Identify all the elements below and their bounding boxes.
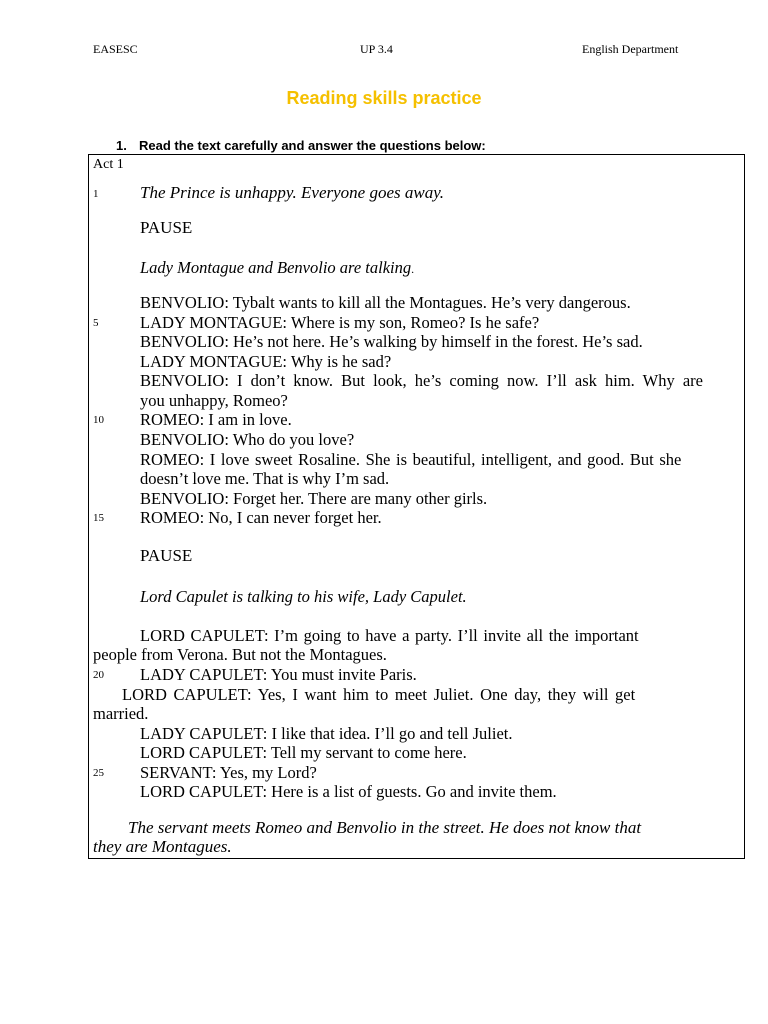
stage-direction: The Prince is unhappy. Everyone goes away. [140, 183, 445, 202]
line-number: 25 [93, 767, 104, 779]
header-unit: UP 3.4 [360, 42, 393, 56]
act-label: Act 1 [93, 157, 124, 172]
dialogue-line: LORD CAPULET: Here is a list of guests. Go and invite them. [140, 782, 557, 801]
header-school: EASESC [93, 42, 138, 56]
dialogue-text: BENVOLIO: I don’t know. But look, he’s coming now. I’ll ask him. Why are [140, 371, 703, 390]
dialogue-line: married. [93, 704, 149, 723]
dialogue-line: you unhappy, Romeo? [140, 391, 288, 410]
line-number: 1 [93, 188, 99, 200]
line-number: 20 [93, 669, 104, 681]
dialogue-text: LORD CAPULET: Yes, I want him to meet Juliet. One day, they will get [122, 685, 636, 704]
instruction-number: 1. [116, 138, 127, 153]
page-title: Reading skills practice [286, 88, 482, 108]
dialogue-line: LADY CAPULET: I like that idea. I’ll go and tell Juliet. [140, 724, 513, 743]
dialogue-line [140, 450, 681, 470]
dialogue-line: LADY MONTAGUE: Why is he sad? [140, 352, 392, 371]
stage-direction: Lord Capulet is talking to his wife, Lady Capulet. [140, 587, 467, 606]
pause-label: PAUSE [140, 218, 193, 237]
dialogue-line: BENVOLIO: Who do you love? [140, 430, 355, 449]
dialogue-line [122, 685, 635, 705]
dialogue-line: SERVANT: Yes, my Lord? [140, 763, 317, 782]
line-number: 10 [93, 414, 104, 426]
stage-direction-period: . [411, 262, 415, 276]
instruction-text: Read the text carefully and answer the questions below: [139, 138, 486, 153]
dialogue-text: ROMEO: I love sweet Rosaline. She is beautiful, intelligent, and good. But she [140, 450, 682, 469]
line-number: 5 [93, 317, 99, 329]
dialogue-line: doesn’t love me. That is why I’m sad. [140, 469, 390, 488]
dialogue-line: ROMEO: I am in love. [140, 410, 292, 429]
dialogue-line: BENVOLIO: Forget her. There are many other girls. [140, 489, 488, 508]
dialogue-line: people from Verona. But not the Montagues. [93, 645, 387, 664]
stage-direction [140, 258, 414, 280]
stage-direction-text: Lady Montague and Benvolio are talking [140, 258, 412, 277]
dialogue-line: ROMEO: No, I can never forget her. [140, 508, 382, 527]
stage-direction: The servant meets Romeo and Benvolio in the street. He does not know that [128, 818, 642, 837]
pause-label: PAUSE [140, 546, 193, 565]
dialogue-line: LORD CAPULET: Tell my servant to come here. [140, 743, 467, 762]
dialogue-line: BENVOLIO: He’s not here. He’s walking by himself in the forest. He’s sad. [140, 332, 643, 351]
stage-direction: they are Montagues. [93, 837, 232, 856]
dialogue-line: LADY MONTAGUE: Where is my son, Romeo? Is he safe? [140, 313, 540, 332]
instruction [116, 138, 486, 153]
dialogue-line: BENVOLIO: Tybalt wants to kill all the Montagues. He’s very dangerous. [140, 293, 631, 312]
header-department: English Department [582, 42, 679, 56]
dialogue-line [140, 371, 741, 391]
dialogue-line: LADY CAPULET: You must invite Paris. [140, 665, 417, 684]
dialogue-text: LORD CAPULET: I’m going to have a party. I’ll invite all the important [140, 626, 639, 645]
line-number: 15 [93, 512, 104, 524]
dialogue-line [140, 626, 639, 646]
